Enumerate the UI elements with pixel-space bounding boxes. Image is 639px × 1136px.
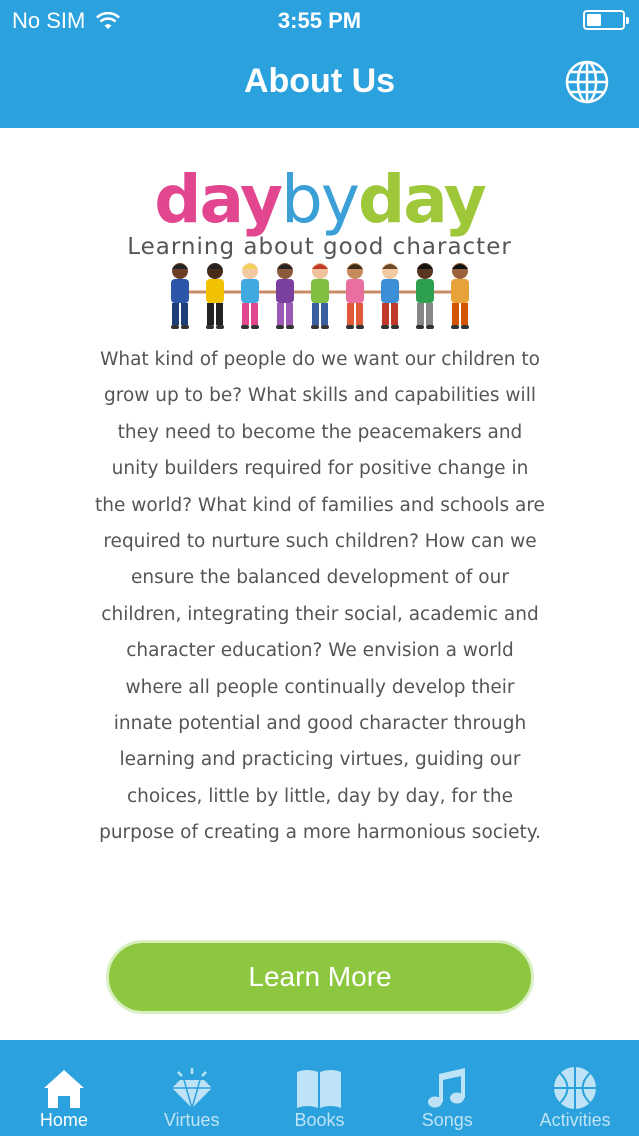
tab-label: Activities <box>539 1110 611 1130</box>
tab-home[interactable] <box>0 1040 128 1136</box>
battery-icon <box>583 10 625 30</box>
ball-icon <box>551 1064 599 1112</box>
tab-activities[interactable] <box>511 1040 639 1136</box>
daybyday-logo <box>0 161 639 260</box>
status-time: 3:55 PM <box>277 8 362 33</box>
child-figure <box>416 263 434 329</box>
tab-label: Songs <box>421 1110 473 1130</box>
tab-label: Books <box>294 1110 345 1130</box>
learn-more-button[interactable]: Learn More <box>106 940 534 1014</box>
globe-icon[interactable] <box>563 58 611 106</box>
carrier-label: No SIM <box>12 8 86 33</box>
children-holding-hands-illustration <box>164 262 476 332</box>
child-figure <box>381 263 399 329</box>
diamond-icon <box>168 1064 216 1112</box>
tab-bar <box>0 1040 639 1136</box>
book-icon <box>295 1064 343 1112</box>
tab-songs[interactable] <box>383 1040 511 1136</box>
tab-label: Virtues <box>163 1110 220 1130</box>
about-content <box>0 128 639 1040</box>
child-figure <box>276 263 294 329</box>
page-title: About Us <box>243 62 396 100</box>
child-figure <box>171 263 189 329</box>
child-figure <box>311 263 329 329</box>
logo-tagline: Learning about good character <box>127 234 512 260</box>
child-figure <box>241 263 259 329</box>
about-paragraph: What kind of people do we want our children to grow up to be? What skills and capabilities will they need to become the peacemakers and unity builders required for positive change in the world? What kind of families and schools are required to nurture such children? How can we ensure the balanced development of our children, integrating their social, academic and character education? We envision a world where all people continually develop their innate potential and good character through learning and practicing virtues, guiding our choices, little by little, day by day, for the purpose of creating a more harmonious society. <box>95 349 545 844</box>
status-bar <box>0 0 639 40</box>
music-note-icon <box>423 1064 471 1112</box>
home-icon <box>40 1064 88 1112</box>
child-figure <box>346 263 364 329</box>
header <box>0 0 639 128</box>
tab-virtues[interactable] <box>128 1040 256 1136</box>
tab-books[interactable] <box>256 1040 384 1136</box>
child-figure <box>206 263 224 329</box>
logo-wordmark: daybyday <box>154 161 485 238</box>
tab-label: Home <box>39 1110 88 1130</box>
child-figure <box>451 263 469 329</box>
